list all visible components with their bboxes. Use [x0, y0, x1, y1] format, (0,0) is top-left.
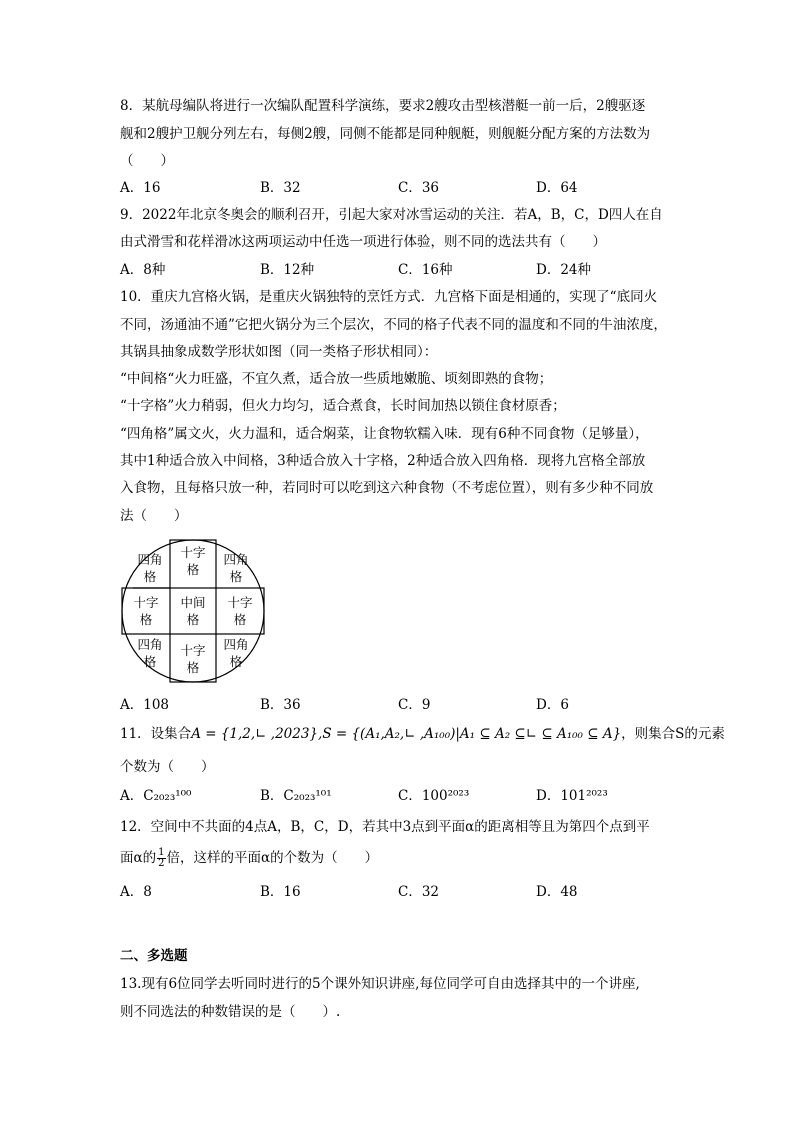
q11-suffix: ，则集合S的元素	[621, 726, 725, 742]
q9-options	[120, 260, 680, 280]
q10-option-d: D．6	[536, 697, 569, 713]
q8-option-a: A．16	[120, 180, 161, 196]
cell-bot-left	[130, 636, 170, 670]
q11-option-c: C．100²⁰²³	[398, 788, 470, 804]
cell-bot-mid-line1: 十字	[180, 643, 206, 658]
cell-bot-left-line2: 格	[143, 654, 157, 669]
q12-option-b: B．16	[260, 884, 301, 900]
cell-center	[173, 594, 213, 628]
q12-text-line1: 12．空间中不共面的4点A，B，C，D，若其中3点到平面α的距离相等且为第四个点到平	[120, 819, 650, 835]
q12-options	[120, 882, 680, 902]
cell-bot-right	[216, 636, 256, 670]
cell-top-left	[130, 551, 170, 585]
cell-bot-right-line2: 格	[229, 654, 243, 669]
q10-option-b: B．36	[260, 697, 301, 713]
q12-line2-post: 倍，这样的平面α的个数为（ ）	[166, 850, 379, 866]
q12-text-line2	[120, 848, 378, 869]
cell-center-line1: 中间	[180, 595, 206, 610]
q9-text-line2: 由式滑雪和花样滑冰这两项运动中任选一项进行体验，则不同的选法共有（ ）	[120, 234, 606, 250]
q8-option-d: D．64	[536, 180, 578, 196]
cell-top-right-line1: 四角	[223, 552, 249, 567]
cell-top-left-line1: 四角	[137, 552, 163, 567]
q10-option-c: C．9	[398, 697, 431, 713]
q13-text-line2: 则不同选法的种数错误的是（ ）.	[120, 1004, 341, 1020]
q10-text-line9: 法（ ）	[120, 508, 188, 524]
q10-text-line1: 10．重庆九宫格火锅，是重庆火锅独特的烹饪方式．九宫格下面是相通的，实现了“底同火	[120, 289, 658, 305]
fraction-denominator: 2	[158, 858, 165, 869]
cell-bot-mid	[173, 642, 213, 676]
q12-option-c: C．32	[398, 884, 440, 900]
q9-option-b: B．12种	[260, 262, 315, 278]
q9-option-a: A．8种	[120, 262, 166, 278]
q8-text-line1: 8．某航母编队将进行一次编队配置科学演练，要求2艘攻击型核潜艇一前一后，2艘驱逐	[120, 98, 646, 114]
q8-options	[120, 178, 680, 198]
cell-mid-right-line2: 格	[233, 612, 247, 627]
q10-text-line7: 其中1种适合放入中间格，3种适合放入十字格，2种适合放入四角格．现将九宫格全部放	[120, 453, 646, 469]
cell-top-mid-line1: 十字	[180, 545, 206, 560]
q9-option-d: D．24种	[536, 262, 592, 278]
q8-text-line3: （ ）	[120, 153, 174, 169]
section-title: 二、多选题	[120, 948, 188, 964]
q10-text-line2: 不同，汤通油不通”它把火锅分为三个层次，不同的格子代表不同的温度和不同的牛油浓度，	[120, 317, 667, 333]
q11-option-b: B．C₂₀₂₃¹⁰¹	[260, 788, 332, 804]
q11-text-line2: 个数为（ ）	[120, 759, 215, 775]
q11-options	[120, 786, 680, 806]
q12-option-d: D．48	[536, 884, 578, 900]
cell-center-line2: 格	[186, 612, 200, 627]
cell-mid-right	[220, 594, 260, 628]
q10-text-line4: “中间格“火力旺盛，不宜久煮，适合放一些质地嫩脆、顷刻即熟的食物；	[120, 371, 553, 387]
q12-half-fraction	[157, 848, 165, 869]
q10-text-line5: “十字格”火力稍弱，但火力均匀，适合煮食，长时间加热以锁住食材原香；	[120, 398, 566, 414]
cell-top-right-line2: 格	[229, 569, 243, 584]
hotpot-grid-figure	[120, 538, 266, 684]
q11-option-d: D．101²⁰²³	[536, 788, 608, 804]
cell-bot-right-line1: 四角	[223, 637, 249, 652]
cell-bot-left-line1: 四角	[137, 637, 163, 652]
q12-option-a: A．8	[120, 884, 152, 900]
cell-top-right	[216, 551, 256, 585]
cell-mid-left-line2: 格	[139, 612, 153, 627]
q10-text-line8: 入食物，且每格只放一种，若同时可以吃到这六种食物（不考虑位置），则有多少种不同放	[120, 480, 654, 496]
q10-text-line3: 其锅具抽象成数学形状如图（同一类格子形状相同）：	[120, 344, 438, 360]
q11-set-s: ,S = {(A₁,A₂,∟ ,A₁₀₀)|A₁ ⊆ A₂ ⊆∟ ⊆ A₁₀₀ ⊆ A}	[318, 726, 622, 742]
q9-text-line1: 9．2022年北京冬奥会的顺利召开，引起大家对冰雪运动的关注．若A，B，C，D四人在自	[120, 207, 663, 223]
q8-text-line2: 舰和2艘护卫舰分列左右，每侧2艘，同侧不能都是同种舰艇，则舰艇分配方案的方法数为	[120, 126, 651, 142]
q8-option-b: B．32	[260, 180, 301, 196]
q11-text-line1	[120, 724, 725, 744]
cell-mid-right-line1: 十字	[227, 595, 253, 610]
q11-prefix: 11．设集合	[120, 726, 192, 742]
cell-top-mid	[173, 544, 213, 578]
q8-option-c: C．36	[398, 180, 440, 196]
cell-mid-left	[126, 594, 166, 628]
cell-top-left-line2: 格	[143, 569, 157, 584]
cell-bot-mid-line2: 格	[186, 660, 200, 675]
q10-text-line6: “四角格”属文火，火力温和，适合焖菜，让食物软糯入味．现有6种不同食物（足够量），	[120, 426, 649, 442]
q13-text-line1: 13.现有6位同学去听同时进行的5个课外知识讲座,每位同学可自由选择其中的一个讲座,	[120, 976, 640, 992]
q11-set-a: A = {1,2,∟ ,2023}	[191, 726, 319, 742]
q10-options	[120, 695, 680, 715]
cell-mid-left-line1: 十字	[133, 595, 159, 610]
q11-option-a: A．C₂₀₂₃¹⁰⁰	[120, 788, 192, 804]
fraction-numerator: 1	[158, 847, 165, 858]
q10-option-a: A．108	[120, 697, 170, 713]
q9-option-c: C．16种	[398, 262, 453, 278]
q12-line2-pre: 面α的	[120, 850, 157, 866]
cell-top-mid-line2: 格	[186, 562, 200, 577]
